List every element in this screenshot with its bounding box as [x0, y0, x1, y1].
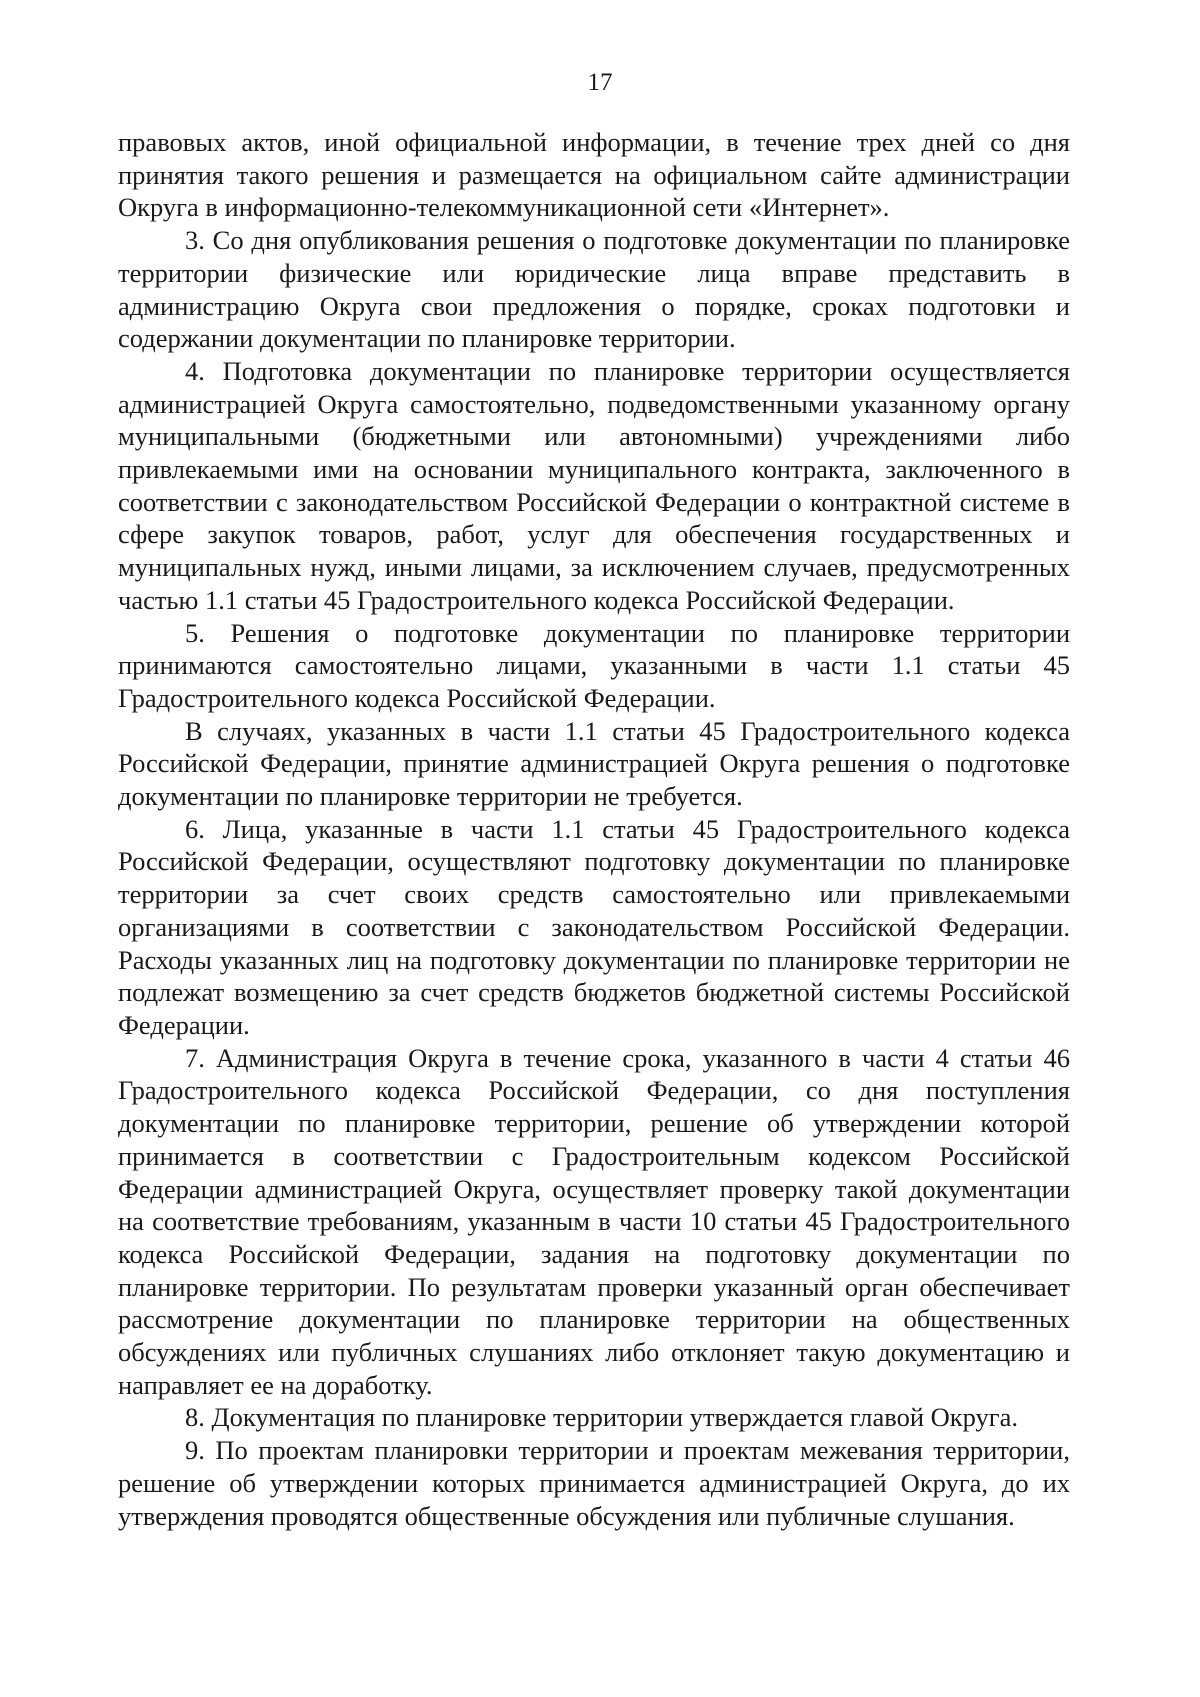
paragraph-item-6: 6. Лица, указанные в части 1.1 статьи 45 Градостроительного кодекса Российской Федерации, осуществляют подготовку документации по планировке территории за счет своих средств самостоятельно или привлекаемыми организациями в соответствии с законодательством Российской Федерации. Расходы указанных лиц на подготовку документации по планировке территории не подлежат возмещению за счет средств бюджетов бюджетной системы Российской Федерации.: [118, 813, 1070, 1040]
paragraph-continuation: правовых актов, иной официальной информации, в течение трех дней со дня принятия такого решения и размещается на официальном сайте администрации Округа в информационно-телекоммуникационной сети «Интернет».: [118, 127, 1070, 223]
paragraph-item-3: 3. Со дня опубликования решения о подготовке документации по планировке территории физические или юридические лица вправе представить в администрацию Округа свои предложения о порядке, сроках подготовки и содержании документации по планировке территории.: [118, 225, 1070, 354]
paragraph-item-4: 4. Подготовка документации по планировке территории осуществляется администрацией Округа самостоятельно, подведомственными указанному органу муниципальными (бюджетными или автономными) учреждениями либо привлекаемыми ими на основании муниципального контракта, заключенного в соответствии с законодательством Российской Федерации о контрактной системе в сфере закупок товаров, работ, услуг для обеспечения государственных и муниципальных нужд, иными лицами, за исключением случаев, предусмотренных частью 1.1 статьи 45 Градостроительного кодекса Российской Федерации.: [118, 355, 1070, 615]
paragraph-item-9: 9. По проектам планировки территории и проектам межевания территории, решение об утверждении которых принимается администрацией Округа, до их утверждения проводятся общественные обсуждения или публичные слушания.: [118, 1435, 1070, 1531]
paragraph-item-5: 5. Решения о подготовке документации по планировке территории принимаются самостоятельно лицами, указанными в части 1.1 статьи 45 Градостроительного кодекса Российской Федерации.: [118, 617, 1070, 713]
page-number: 17: [587, 69, 613, 96]
paragraph-item-8: 8. Документация по планировке территории утверждается главой Округа.: [185, 1402, 1019, 1433]
paragraph-item-5-note: В случаях, указанных в части 1.1 статьи 45 Градостроительного кодекса Российской Федерации, принятие администрацией Округа решения о подготовке документации по планировке территории не требуется.: [118, 715, 1070, 812]
paragraph-item-7: 7. Администрация Округа в течение срока, указанного в части 4 статьи 46 Градостроительного кодекса Российской Федерации, со дня поступления документации по планировке территории, решение об утверждении которой принимается в соответствии с Градостроительным кодексом Российской Федерации администрацией Округа, осуществляет проверку такой документации на соответствие требованиям, указанным в части 10 статьи 45 Градостроительного кодекса Российской Федерации, задания на подготовку документации по планировке территории. По результатам проверки указанный орган обеспечивает рассмотрение документации по планировке территории на общественных обсуждениях или публичных слушаниях либо отклоняет такую документацию и направляет ее на доработку.: [118, 1042, 1070, 1400]
document-body: [118, 126, 1070, 1532]
